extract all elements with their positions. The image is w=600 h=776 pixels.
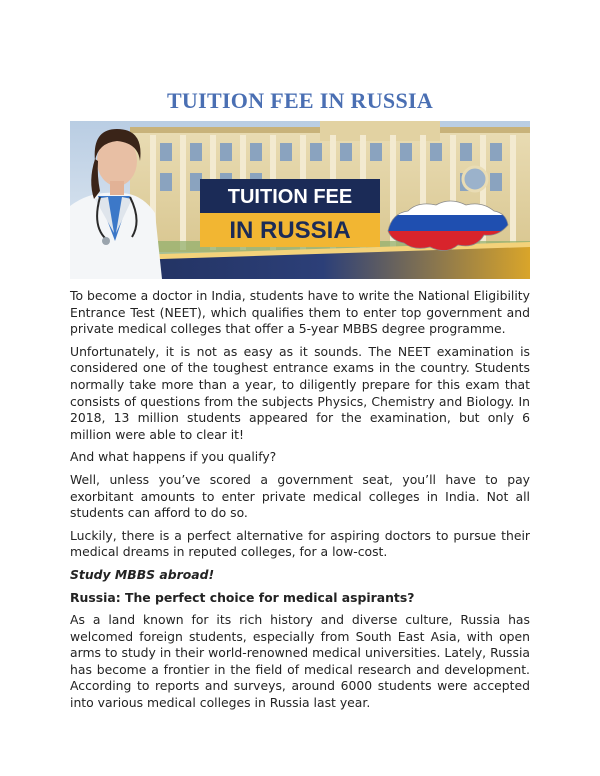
- paragraph-3: And what happens if you qualify?: [70, 449, 277, 465]
- page-title: TUITION FEE IN RUSSIA: [166, 88, 434, 113]
- paragraph-2: Unfortunately, it is not as easy as it sounds. The NEET examination is considered one of the toughest entrance exams in the country. Students normally take more than a year, to diligently prepare for this exam that consists of questions from the subjects Physics, Chemistry and Biology. In 2018, 13 million students appeared for the examination, but only 6 million were able to clear it!: [70, 343, 530, 442]
- subheading-study-abroad: Study MBBS abroad!: [70, 566, 215, 582]
- paragraph-1: To become a doctor in India, students have to write the National Eligibility Entrance Test (NEET), which qualifies them to enter top government and private medical colleges that offer a 5-year MBBS degree programme.: [70, 288, 530, 337]
- paragraph-4: Well, unless you’ve scored a government seat, you’ll have to pay exorbitant amounts to enter private medical colleges in India. Not all students can afford to do so.: [70, 471, 530, 521]
- banner-line-2: IN RUSSIA: [229, 217, 351, 244]
- banner-image: [70, 121, 530, 279]
- banner-headline: [200, 179, 380, 247]
- article-body: [70, 288, 530, 718]
- paragraph-6: As a land known for its rich history and diverse culture, Russia has welcomed foreign students, especially from South East Asia, with open arms to study in their world-renowned medical universities. Lately, Russia has become a frontier in the field of medical research and development. According to reports and surveys, around 6000 students were accepted into various medical colleges in Russia last year.: [70, 612, 530, 711]
- paragraph-5: Luckily, there is a perfect alternative for aspiring doctors to pursue their medical dreams in reputed colleges, for a low-cost.: [70, 527, 530, 560]
- banner-line-1: TUITION FEE: [227, 186, 353, 208]
- subheading-russia: Russia: The perfect choice for medical aspirants?: [70, 589, 415, 605]
